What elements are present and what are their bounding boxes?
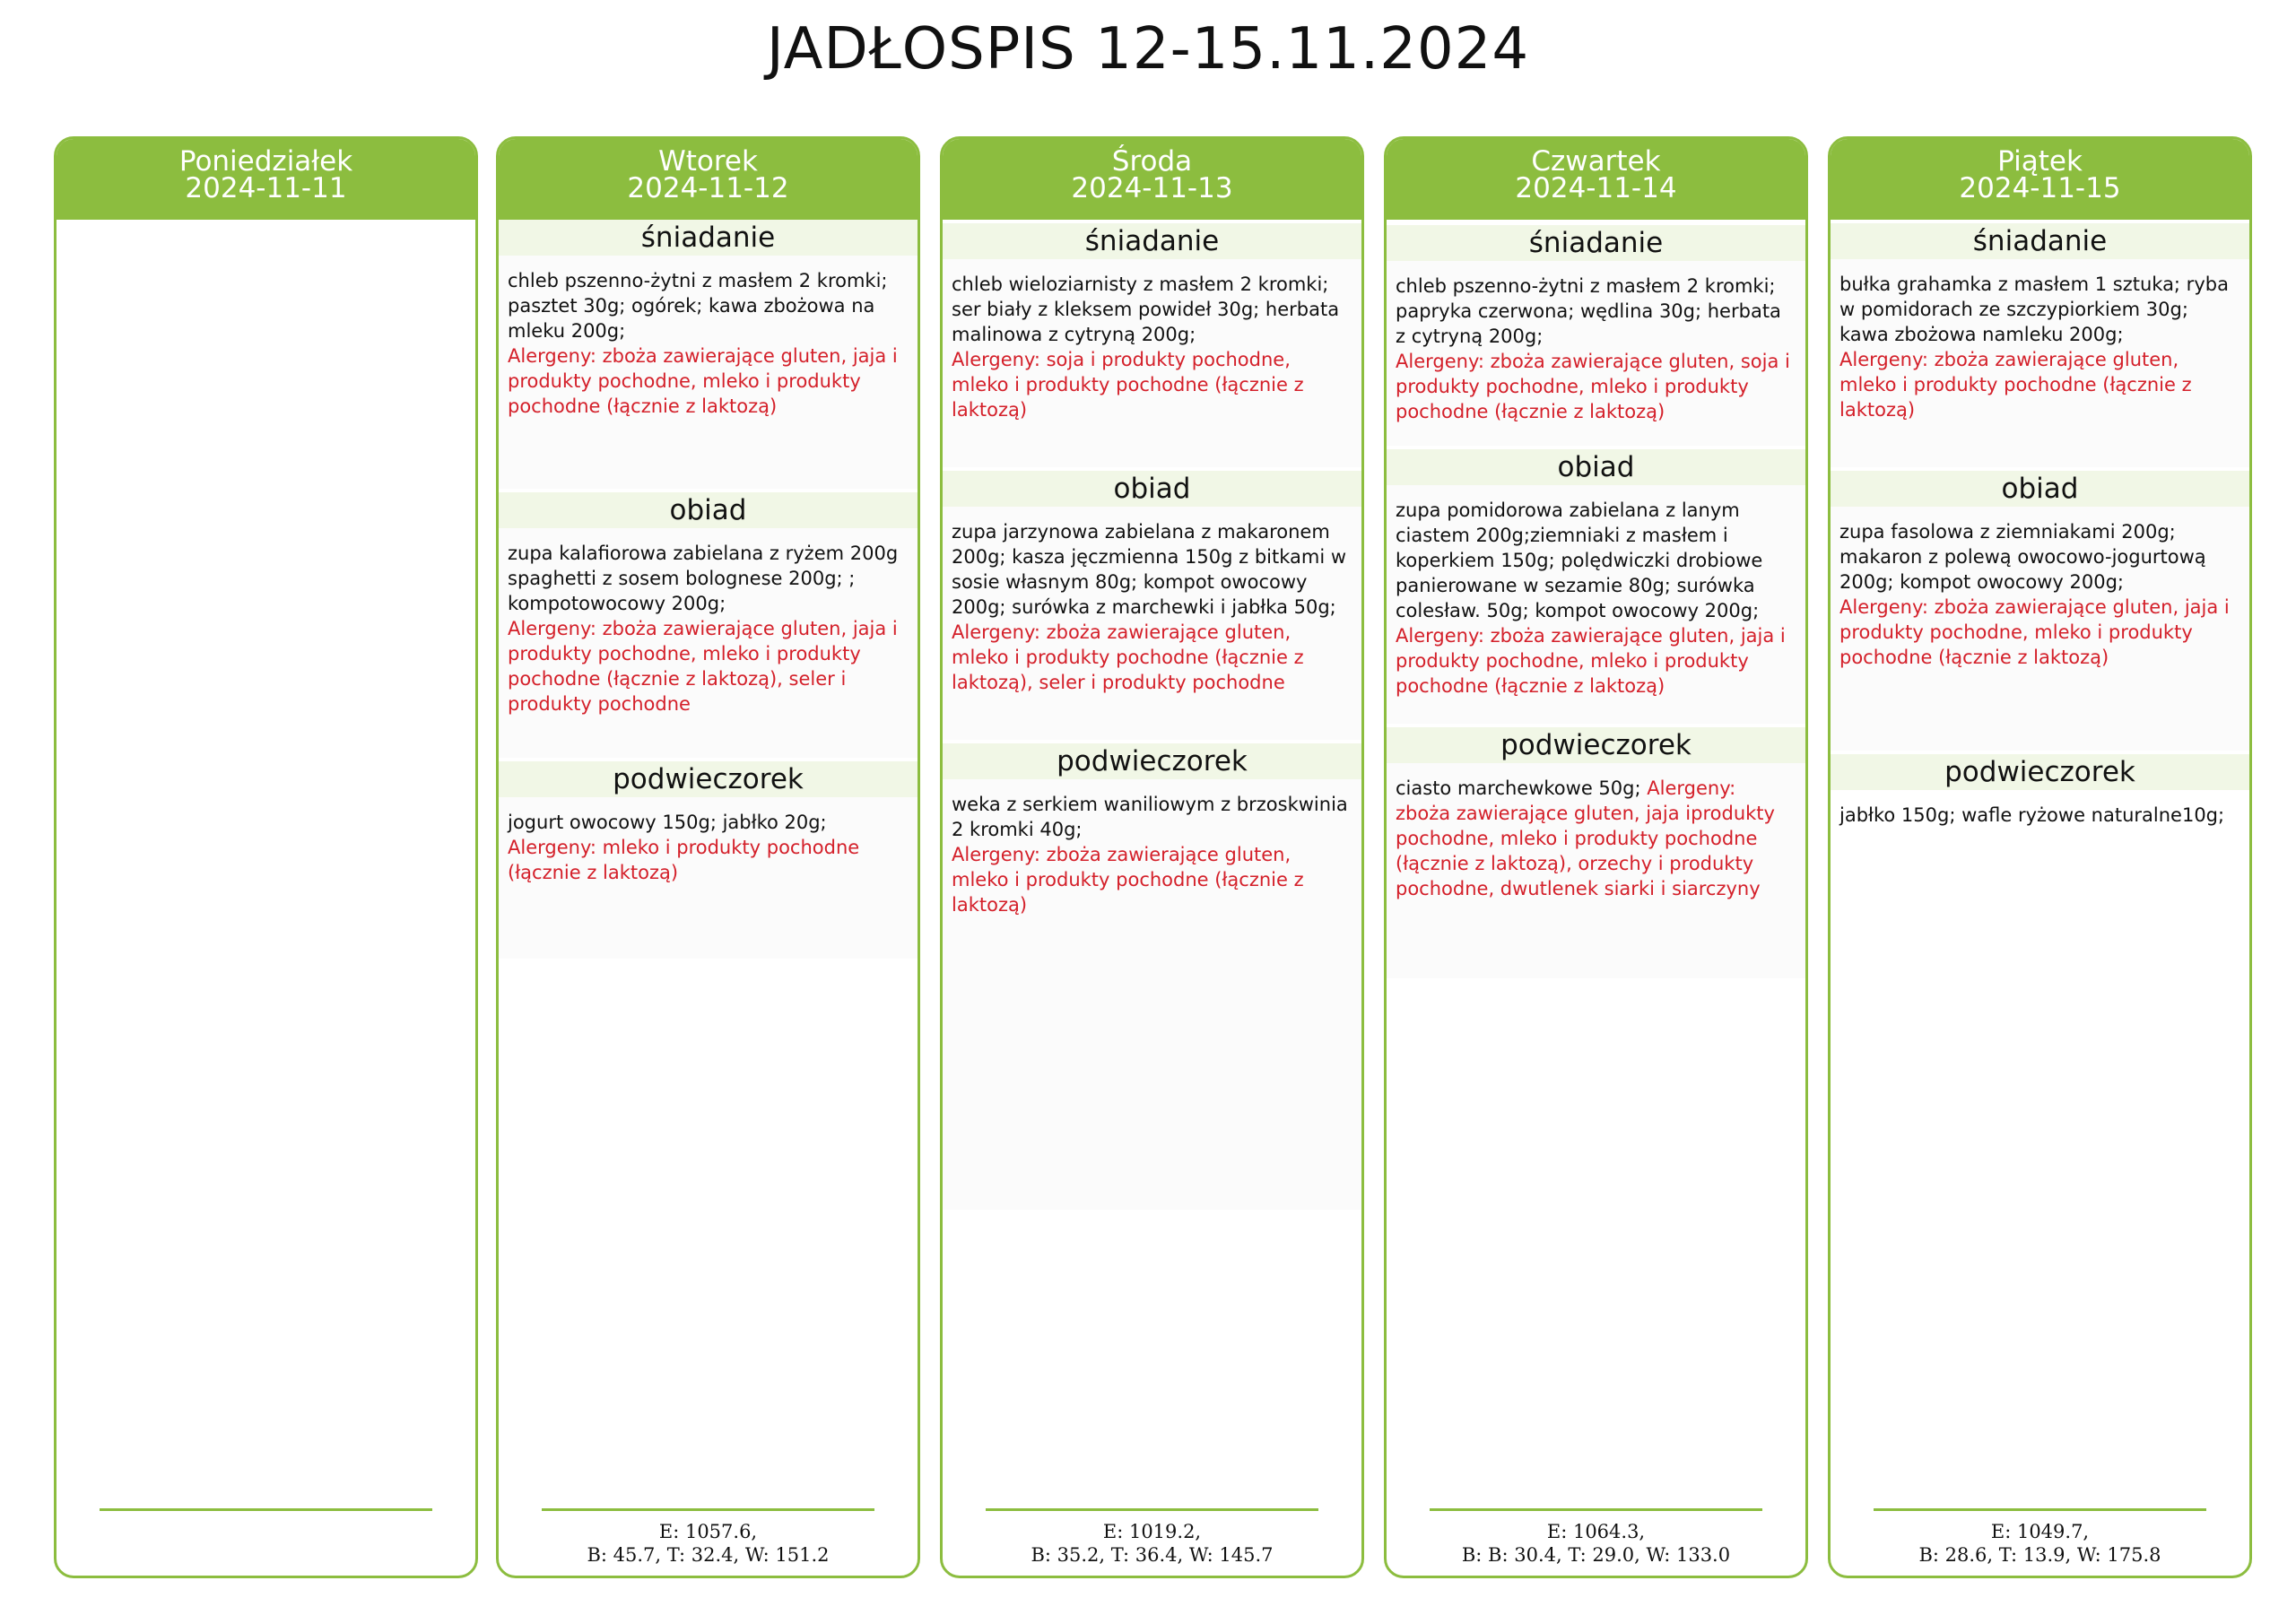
meal-menu: zupa pomidorowa zabielana z lanym ciastem 200g;ziemniaki z masłem i koperkiem 150g; polędwiczki drobiowe panierowane w sezamie 80g; surówka colesław. 50g; kompot owocowy 200g; (1396, 499, 1763, 621)
footer-divider (1874, 1508, 2206, 1511)
meal-allergens: Alergeny: zboża zawierające gluten, jaja iprodukty pochodne, mleko i produkty pochodne (łącznie z laktozą), orzechy i produkty pochodne, dwutlenek siarki i siarczyny (1396, 777, 1775, 899)
day-column-poniedzialek (54, 136, 478, 1578)
meal-menu: chleb pszenno-żytni z masłem 2 kromki; pasztet 30g; ogórek; kawa zbożowa na mleku 200g; (508, 270, 888, 342)
meal-menu: bułka grahamka z masłem 1 sztuka; ryba w pomidorach ze szczypiorkiem 30g; kawa zbożowa namleku 200g; (1839, 274, 2229, 345)
meal-menu: jabłko 150g; wafle ryżowe naturalne10g; (1839, 804, 2225, 826)
meal-body-snack (1831, 790, 2249, 951)
meal-allergens: Alergeny: zboża zawierające gluten, jaja i produkty pochodne, mleko i produkty pochodne (łącznie z laktozą) (1396, 625, 1786, 697)
footer-divider (542, 1508, 874, 1511)
meal-header-breakfast: śniadanie (943, 223, 1361, 259)
day-header (943, 139, 1361, 220)
meal-header-lunch: obiad (499, 492, 918, 528)
meal-header-breakfast: śniadanie (1831, 223, 2249, 259)
footer-divider (986, 1508, 1318, 1511)
meal-body-lunch (1831, 507, 2249, 751)
nutrition-energy: E: 1049.7, (1990, 1521, 2090, 1542)
meal-menu: weka z serkiem waniliowym z brzoskwinia 2 kromki 40g; (952, 794, 1348, 840)
meal-body-lunch (943, 507, 1361, 740)
nutrition-macros: B: 28.6, T: 13.9, W: 175.8 (1918, 1544, 2161, 1566)
nutrition-footer (943, 1520, 1361, 1567)
footer-divider (100, 1508, 432, 1511)
nutrition-footer (1387, 1520, 1805, 1567)
day-name: Środa (1111, 145, 1193, 178)
meal-header-breakfast: śniadanie (499, 220, 918, 256)
meal-header-snack: podwieczorek (1831, 754, 2249, 790)
meal-header-lunch: obiad (943, 471, 1361, 507)
nutrition-footer (1831, 1520, 2249, 1567)
meal-allergens: Alergeny: zboża zawierające gluten, mleko i produkty pochodne (łącznie z laktozą), seler i produkty pochodne (952, 621, 1304, 693)
meal-allergens: Alergeny: zboża zawierające gluten, mleko i produkty pochodne (łącznie z laktozą) (1839, 349, 2192, 421)
meal-menu: ciasto marchewkowe 50g; (1396, 777, 1641, 799)
day-column-piatek (1828, 136, 2252, 1578)
day-name: Czwartek (1531, 145, 1661, 178)
day-date: 2024-11-13 (1071, 172, 1233, 204)
meal-menu: zupa jarzynowa zabielana z makaronem 200g; kasza jęczmienna 150g z bitkami w sosie własnym 80g; kompot owocowy 200g; surówka z marchewki i jabłka 50g; (952, 521, 1347, 618)
page-title: JADŁOSPIS 12-15.11.2024 (766, 16, 1530, 83)
meal-allergens: Alergeny: zboża zawierające gluten, soja i produkty pochodne, mleko i produkty pochodne (łącznie z laktozą) (1396, 351, 1790, 422)
meal-header-breakfast: śniadanie (1387, 225, 1805, 261)
nutrition-footer (499, 1520, 918, 1567)
meal-header-snack: podwieczorek (943, 743, 1361, 779)
meal-menu: chleb pszenno-żytni z masłem 2 kromki; papryka czerwona; wędlina 30g; herbata z cytryną 200g; (1396, 275, 1781, 347)
nutrition-macros: B: 35.2, T: 36.4, W: 145.7 (1031, 1544, 1274, 1566)
meal-body-lunch (499, 528, 918, 758)
meal-allergens: Alergeny: zboża zawierające gluten, jaja i produkty pochodne, mleko i produkty pochodne (łącznie z laktozą) (1839, 596, 2230, 668)
meal-allergens: Alergeny: mleko i produkty pochodne (łącznie z laktozą) (508, 837, 860, 883)
nutrition-energy: E: 1064.3, (1546, 1521, 1646, 1542)
meal-menu: jogurt owocowy 150g; jabłko 20g; (508, 812, 827, 833)
day-header (1831, 139, 2249, 220)
meal-body-lunch (1387, 485, 1805, 724)
meal-body-breakfast (499, 256, 918, 489)
meal-header-snack: podwieczorek (499, 761, 918, 797)
meal-body-breakfast (1387, 261, 1805, 446)
day-date: 2024-11-12 (627, 172, 789, 204)
day-column-czwartek (1384, 136, 1808, 1578)
meal-menu: zupa fasolowa z ziemniakami 200g; makaron z polewą owocowo-jogurtową 200g; kompot owocowy 200g; (1839, 521, 2206, 593)
day-name: Poniedziałek (178, 145, 353, 178)
day-date: 2024-11-15 (1959, 172, 2121, 204)
meal-allergens: Alergeny: soja i produkty pochodne, mleko i produkty pochodne (łącznie z laktozą) (952, 349, 1304, 421)
meal-header-lunch: obiad (1387, 449, 1805, 485)
meal-body-breakfast (943, 259, 1361, 467)
nutrition-energy: E: 1057.6, (658, 1521, 758, 1542)
day-date: 2024-11-11 (185, 172, 347, 204)
meal-menu: chleb wieloziarnisty z masłem 2 kromki; ser biały z kleksem powideł 30g; herbata malinowa z cytryną 200g; (952, 274, 1340, 345)
day-column-sroda (940, 136, 1364, 1578)
meal-allergens: Alergeny: zboża zawierające gluten, jaja i produkty pochodne, mleko i produkty pochodne (łącznie z laktozą) (508, 345, 898, 417)
nutrition-energy: E: 1019.2, (1102, 1521, 1202, 1542)
meal-header-snack: podwieczorek (1387, 727, 1805, 763)
day-header (499, 139, 918, 220)
day-date: 2024-11-14 (1515, 172, 1677, 204)
meal-header-lunch: obiad (1831, 471, 2249, 507)
meal-body-snack (499, 797, 918, 959)
day-name: Piątek (1997, 145, 2083, 178)
nutrition-macros: B: B: 30.4, T: 29.0, W: 133.0 (1461, 1544, 1731, 1566)
meal-body-snack (1387, 763, 1805, 978)
meal-allergens: Alergeny: zboża zawierające gluten, mleko i produkty pochodne (łącznie z laktozą) (952, 844, 1304, 916)
day-name: Wtorek (658, 145, 758, 178)
meal-body-breakfast (1831, 259, 2249, 467)
footer-divider (1430, 1508, 1762, 1511)
nutrition-macros: B: 45.7, T: 32.4, W: 151.2 (587, 1544, 830, 1566)
day-header (1387, 139, 1805, 220)
meal-menu: zupa kalafiorowa zabielana z ryżem 200g spaghetti z sosem bolognese 200g; ; kompotowocowy 200g; (508, 543, 899, 614)
meal-allergens: Alergeny: zboża zawierające gluten, jaja i produkty pochodne, mleko i produkty pochodne (łącznie z laktozą), seler i produkty pochodne (508, 618, 898, 715)
meal-body-snack (943, 779, 1361, 1210)
day-column-wtorek (496, 136, 920, 1578)
day-header (57, 139, 475, 220)
